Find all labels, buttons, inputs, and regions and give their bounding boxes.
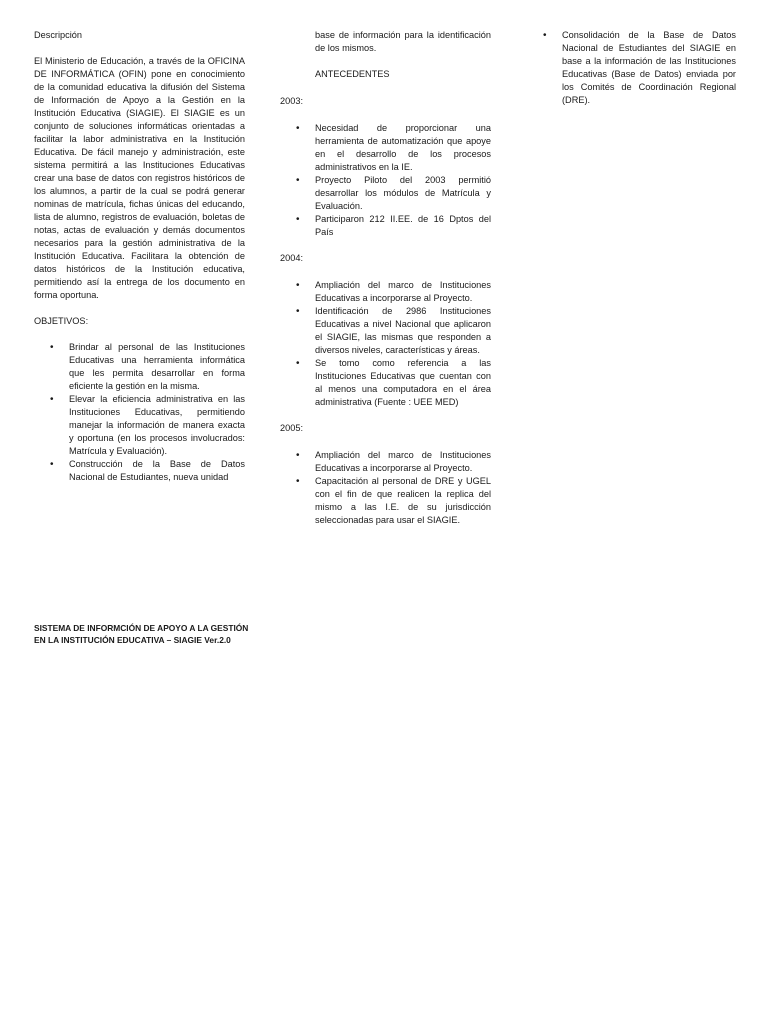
list-item: • Elevar la eficiencia administrativa en las Instituciones Educativas, permitiendo manejar la información de manera exacta y oportuna (en los procesos involucrados: Matrícula y Evaluación). <box>34 393 245 458</box>
list-item: • Consolidación de la Base de Datos Nacional de Estudiantes del SIAGIE en base a la información de las Instituciones Educativas (Base de Datos) enviada por los Comités de Coordinación Regional (DRE). <box>527 29 736 107</box>
list-item: • Necesidad de proporcionar una herramienta de automatización que apoye en el desarrollo de los procesos administrativos en la IE. <box>280 122 491 174</box>
column-1 <box>34 29 245 484</box>
year-2003-label: 2003: <box>280 96 303 106</box>
year-2004-label: 2004: <box>280 253 303 263</box>
column-3 <box>527 29 736 107</box>
system-title: SISTEMA DE INFORMCIÓN DE APOYO A LA GESTIÓN EN LA INSTITUCIÓN EDUCATIVA – SIAGIE Ver.2.0 <box>34 623 249 645</box>
list-item: • Ampliación del marco de Instituciones Educativas a incorporarse al Proyecto. <box>280 449 491 475</box>
objectives-list <box>34 341 245 484</box>
list-item: • Ampliación del marco de Instituciones Educativas a incorporarse al Proyecto. <box>280 279 491 305</box>
list-item: • Participaron 212 II.EE. de 16 Dptos del País <box>280 213 491 239</box>
objectives-heading: OBJETIVOS: <box>34 316 89 326</box>
list-2004 <box>280 279 491 409</box>
antecedentes-heading: ANTECEDENTES <box>315 69 390 79</box>
description-heading: Descripción <box>34 30 82 40</box>
list-item: • Capacitación al personal de DRE y UGEL con el fin de que realicen la replica del mismo a las I.E. de su jurisdicción seleccionadas para usar el SIAGIE. <box>280 475 491 527</box>
column-2 <box>280 29 491 527</box>
consolidation-list <box>527 29 736 107</box>
list-item: • Identificación de 2986 Instituciones Educativas a nivel Nacional que aplicaron el SIAGIE, las mismas que responden a diversos niveles, características y áreas. <box>280 305 491 357</box>
continuation-text: base de información para la identificación de los mismos. <box>315 30 491 53</box>
list-2005 <box>280 449 491 527</box>
list-item: • Proyecto Piloto del 2003 permitió desarrollar los módulos de Matrícula y Evaluación. <box>280 174 491 213</box>
description-paragraph: El Ministerio de Educación, a través de la OFICINA DE INFORMÁTICA (OFIN) pone en conocimiento de la comunidad educativa la difusión del Sistema de Información de Apoyo a la Gestión en la Institución Educativa (SIAGIE). El SIAGIE es un conjunto de soluciones informáticas orientadas a facilitar la labor administrativa en la Institución Educativa. De fácil manejo y administración, este sistema permitirá a las Instituciones Educativas crear una base de datos con registros históricos de los alumnos, a partir de la cual se podrá generar nominas de matrícula, fichas únicas del educando, lista de alumno, registros de evaluación, boletas de notas, actas de evaluación y demás documentos necesarios para la gestión administrativa de la Institución Educativa. Facilitara la obtención de datos históricos de la Institución educativa, permitiendo así la entrega de los documento en forma oportuna. <box>34 56 245 300</box>
list-2003 <box>280 122 491 239</box>
list-item: • Se tomo como referencia a las Instituciones Educativas que cuentan con al menos una computadora en el área administrativa (Fuente : UEE MED) <box>280 357 491 409</box>
list-item: • Brindar al personal de las Instituciones Educativas una herramienta informática que les permita desarrollar en forma eficiente la gestión en la misma. <box>34 341 245 393</box>
list-item: • Construcción de la Base de Datos Nacional de Estudiantes, nueva unidad <box>34 458 245 484</box>
year-2005-label: 2005: <box>280 423 303 433</box>
